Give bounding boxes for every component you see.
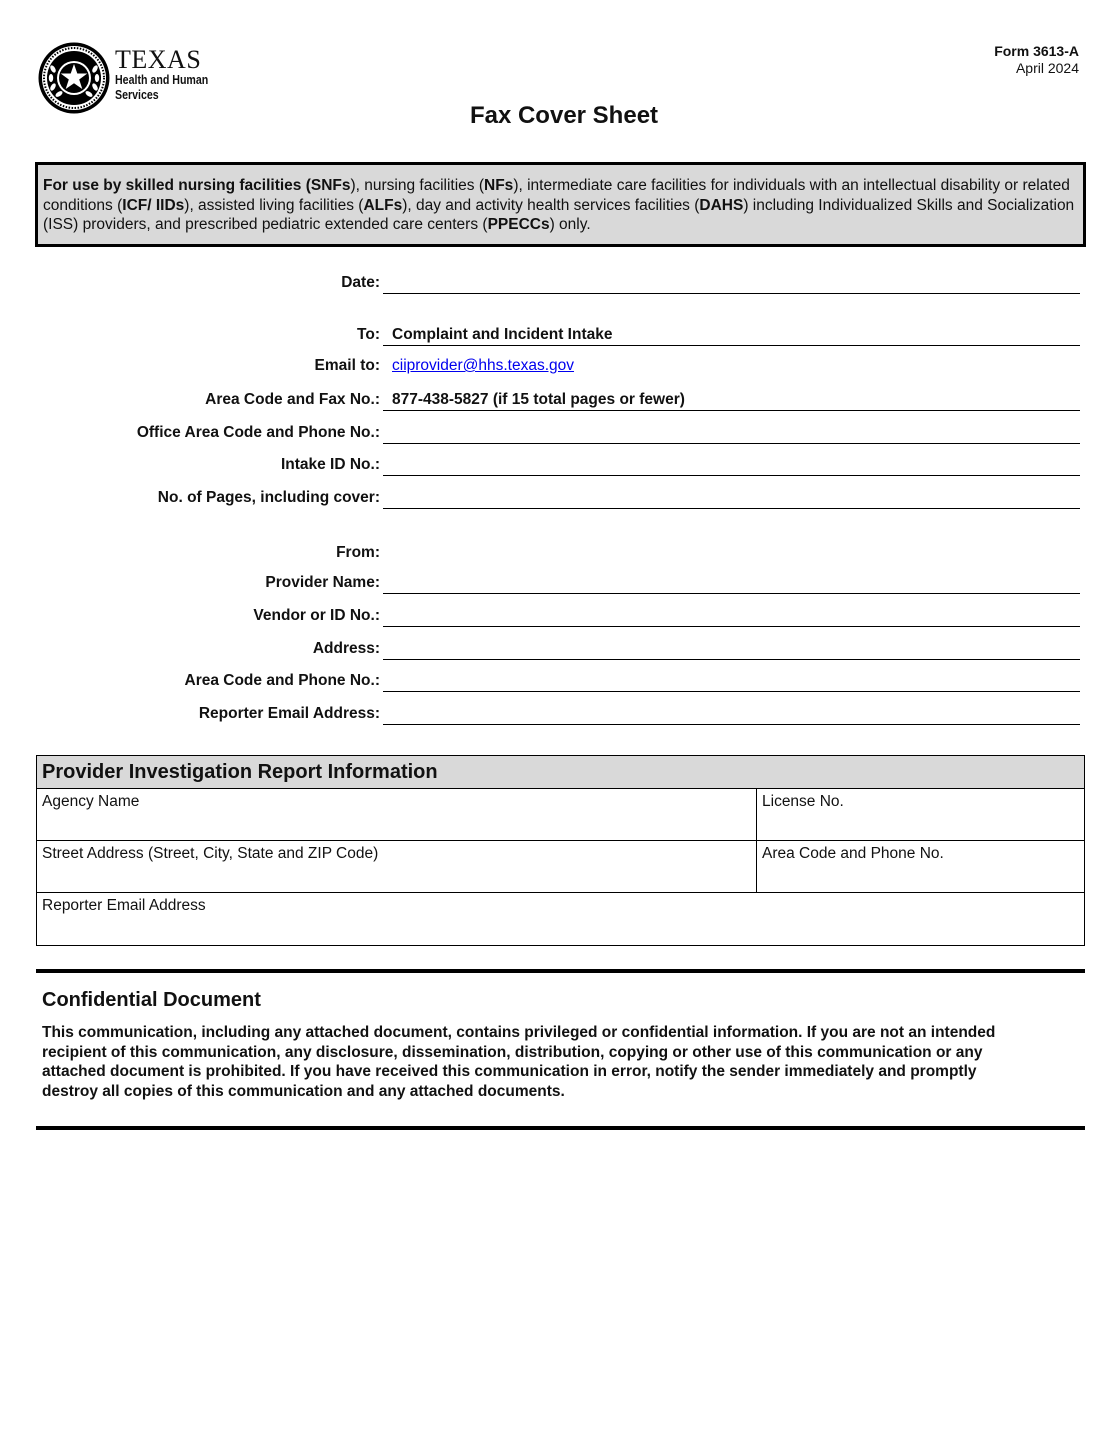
- date-field[interactable]: [0, 270, 1080, 294]
- pages-field[interactable]: [0, 485, 1080, 509]
- phone-label: Area Code and Phone No.:: [184, 672, 380, 689]
- date-input[interactable]: [383, 270, 1080, 294]
- notice-segment: DAHS: [699, 196, 744, 214]
- office-phone-label: Office Area Code and Phone No.:: [136, 424, 380, 441]
- table-row: [37, 893, 1084, 945]
- notice-segment: PPECCs: [487, 216, 550, 233]
- address-input[interactable]: [383, 636, 1080, 660]
- from-label: From:: [336, 544, 380, 561]
- notice-segment: ), nursing facilities (: [350, 177, 485, 194]
- street-address-cell[interactable]: [37, 841, 757, 892]
- form-number: Form 3613-A: [994, 43, 1079, 59]
- pages-label: No. of Pages, including cover:: [157, 489, 380, 506]
- form-identifier: [994, 43, 1079, 77]
- office-phone-input[interactable]: [383, 420, 1080, 444]
- table-row: [37, 841, 1084, 893]
- phone-field[interactable]: [0, 668, 1080, 692]
- fax-value: 877-438-5827 (if 15 total pages or fewer): [392, 391, 685, 408]
- address-label: Address:: [312, 640, 380, 657]
- pir-reporter-email-cell[interactable]: [37, 893, 1084, 945]
- date-label: Date:: [341, 274, 380, 291]
- to-value: Complaint and Incident Intake: [392, 326, 613, 343]
- divider-top: [36, 969, 1085, 973]
- address-field[interactable]: [0, 636, 1080, 660]
- notice-segment: ) only.: [549, 216, 591, 233]
- pir-phone-cell[interactable]: [757, 841, 1084, 892]
- notice-segment: For use by skilled nursing facilities (: [43, 177, 311, 194]
- street-address-label: Street Address (Street, City, State and ZIP Code): [42, 845, 379, 862]
- provider-name-field[interactable]: [0, 570, 1080, 594]
- provider-name-input[interactable]: [383, 570, 1080, 594]
- notice-segment: ), intermediate care facilities for individuals with an intellectual disability or related conditions (: [43, 177, 1070, 214]
- pir-phone-label: Area Code and Phone No.: [762, 845, 944, 862]
- logo-texas-text: TEXAS: [115, 45, 202, 74]
- table-row: [37, 789, 1084, 841]
- pir-reporter-email-label: Reporter Email Address: [42, 897, 206, 914]
- intake-id-field[interactable]: [0, 452, 1080, 476]
- vendor-id-input[interactable]: [383, 603, 1080, 627]
- notice-segment: ICF/ IIDs: [122, 196, 185, 214]
- to-label: To:: [357, 326, 380, 343]
- provider-name-label: Provider Name:: [265, 574, 380, 591]
- intake-id-label: Intake ID No.:: [280, 456, 380, 473]
- logo-services-text: Services: [115, 88, 159, 102]
- office-phone-field[interactable]: [0, 420, 1080, 444]
- page-title: Fax Cover Sheet: [469, 102, 659, 129]
- phone-input[interactable]: [383, 668, 1080, 692]
- form-date: April 2024: [1015, 60, 1079, 76]
- fax-label: Area Code and Fax No.:: [205, 391, 380, 408]
- license-no-label: License No.: [762, 793, 844, 810]
- fax-field: [0, 387, 1080, 411]
- reporter-email-label: Reporter Email Address:: [198, 705, 380, 722]
- email-to-link[interactable]: ciiprovider@hhs.texas.gov: [392, 357, 575, 374]
- from-heading: [0, 540, 1080, 564]
- notice-segment: NFs: [484, 177, 514, 194]
- notice-segment: ), day and activity health services facilities (: [402, 196, 700, 214]
- divider-bottom: [36, 1126, 1085, 1130]
- vendor-id-field[interactable]: [0, 603, 1080, 627]
- agency-name-label: Agency Name: [42, 793, 140, 810]
- intake-id-input[interactable]: [383, 452, 1080, 476]
- email-to-label: Email to:: [314, 357, 380, 374]
- reporter-email-field[interactable]: [0, 701, 1080, 725]
- to-field: [0, 322, 1080, 346]
- provider-investigation-table: [36, 755, 1085, 946]
- logo-hhs-text: Health and Human: [115, 73, 209, 87]
- notice-segment: ), assisted living facilities (: [184, 196, 364, 214]
- reporter-email-input[interactable]: [383, 701, 1080, 725]
- eligibility-notice: [35, 162, 1086, 247]
- license-no-cell[interactable]: [757, 789, 1084, 840]
- pages-input[interactable]: [383, 485, 1080, 509]
- notice-segment: ) including Individualized Skills and Socialization (ISS) providers, and prescribed pediatric extended care centers (: [43, 196, 1075, 233]
- pir-heading: Provider Investigation Report Information: [37, 756, 1084, 789]
- email-to-field: [0, 353, 1080, 377]
- vendor-id-label: Vendor or ID No.:: [253, 607, 380, 624]
- confidential-body: This communication, including any attached document, contains privileged or confidential information. If you are not an intended recipient of this communication, any disclosure, dissemination, distribution, copying or other use of this communication or any attached document is prohibited. If you have received this communication in error, notify the sender immediately and promptly destroy all copies of this communication and any attached documents.: [42, 1024, 996, 1101]
- notice-segment: SNFs: [310, 177, 351, 194]
- agency-name-cell[interactable]: [37, 789, 757, 840]
- notice-segment: ALFs: [363, 196, 403, 214]
- confidential-title: Confidential Document: [42, 989, 261, 1011]
